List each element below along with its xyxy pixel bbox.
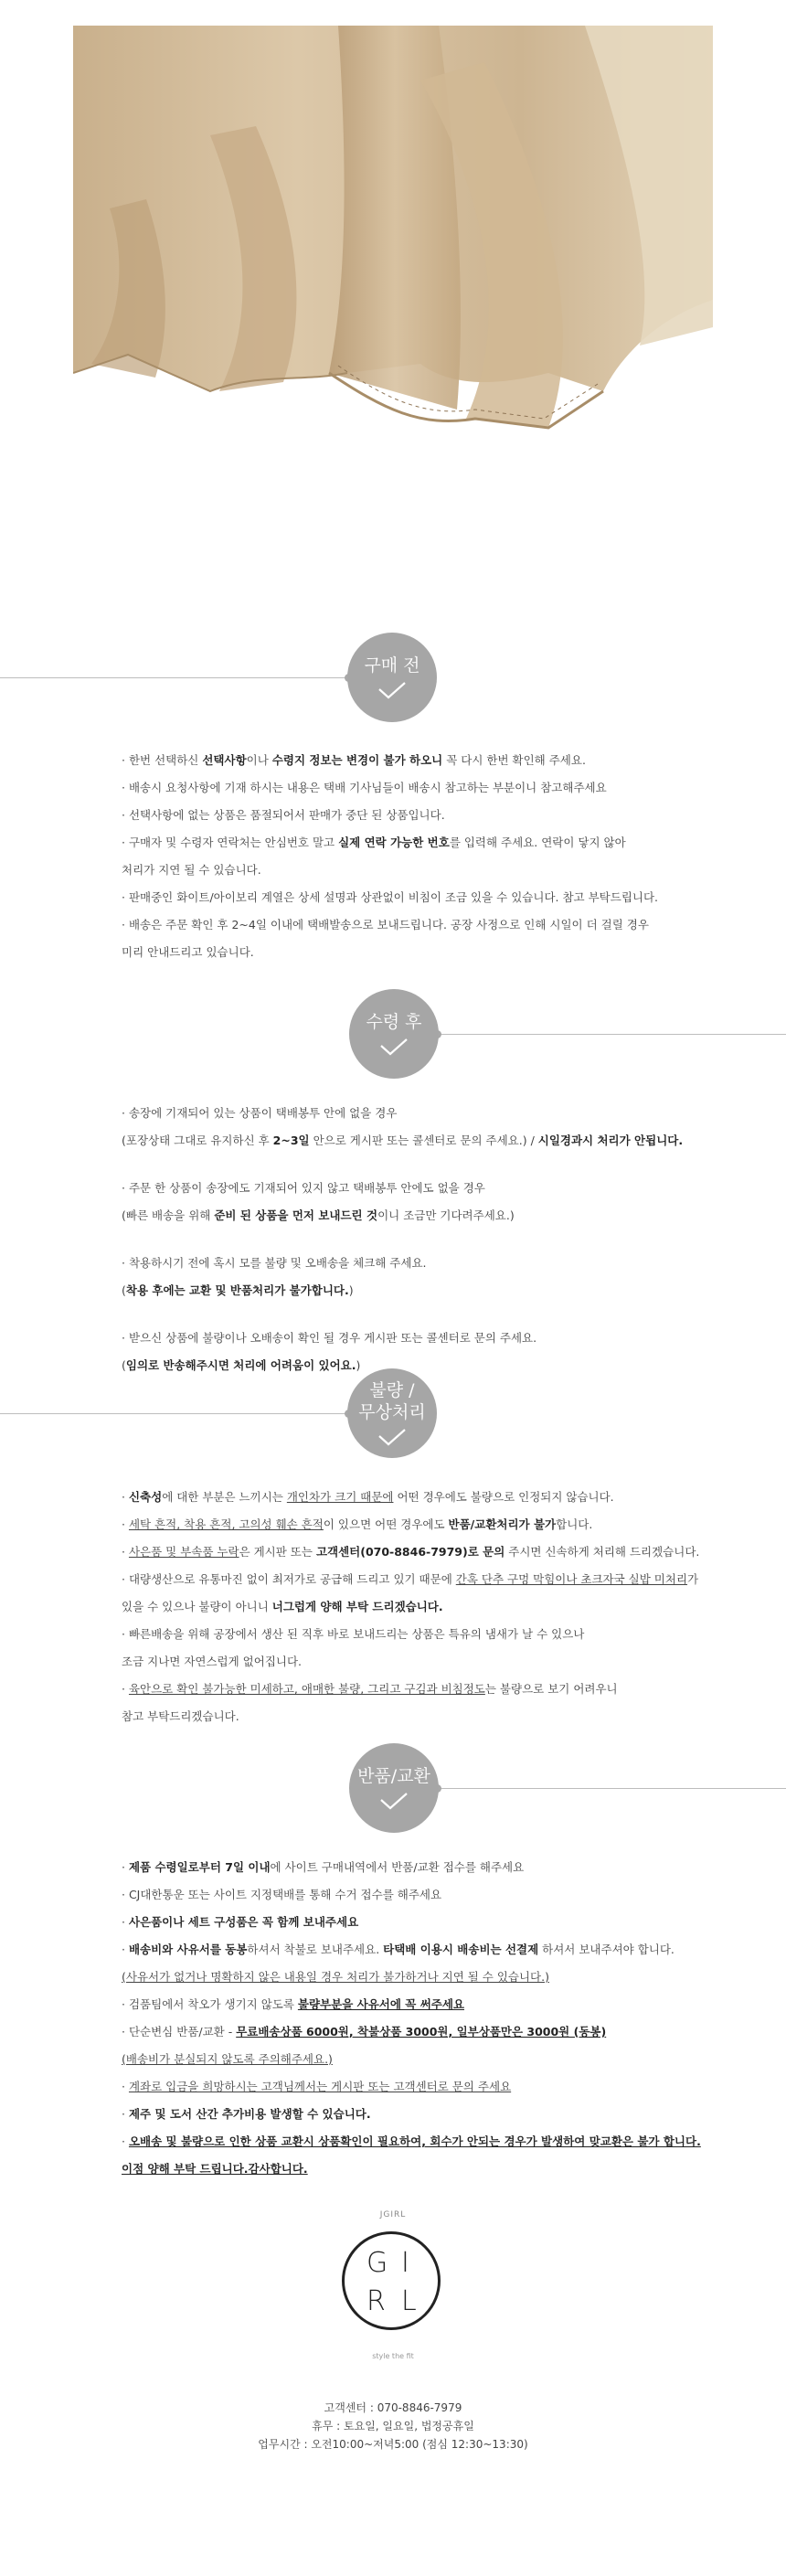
list-item-text: 이니 조금만 기다려주세요.) — [377, 1208, 515, 1222]
list-item-text: 너그럽게 양해 부탁 드리겠습니다. — [271, 1600, 443, 1613]
list-item — [122, 2156, 701, 2183]
check-icon — [378, 1037, 409, 1057]
list-item-text: ) — [356, 1358, 361, 1372]
list-item-text: 개인차가 크기 때문에 — [286, 1490, 394, 1504]
brand-logo — [342, 2231, 441, 2330]
list-item — [122, 1484, 699, 1511]
logo-letter: L — [401, 2285, 417, 2317]
check-icon — [378, 1791, 409, 1811]
section-list — [122, 1854, 701, 2183]
section-badge-return-exchange — [349, 1743, 439, 1833]
list-item-text: 불량부분을 사유서에 꼭 써주세요 — [297, 1997, 465, 2011]
list-item-text: 오배송 및 불량으로 인한 상품 교환시 상품확인이 필요하여, 회수가 안되는 경우가 발생하여 맞교환은 불가 합니다. — [128, 2134, 701, 2148]
list-item-text: 이 있으면 어떤 경우에도 — [323, 1517, 449, 1531]
list-item-text: 시일경과시 처리가 안됩니다. — [537, 1134, 684, 1147]
list-spacer — [122, 1155, 683, 1175]
list-item — [122, 1676, 699, 1703]
list-item-text: · — [122, 1682, 129, 1696]
list-item — [122, 1127, 683, 1155]
cs-hours: 업무시간 : 오전10:00~저녁5:00 (점심 12:30~13:30) — [258, 2438, 528, 2451]
list-item-text: 에 대한 부분은 느끼시는 — [162, 1490, 287, 1504]
section-list — [122, 1484, 699, 1730]
brand-bottom-text: style the fit — [372, 2352, 414, 2360]
section-divider-left — [0, 1413, 347, 1414]
list-item-text: · 송장에 기재되어 있는 상품이 택배봉투 안에 없을 경우 — [122, 1106, 398, 1120]
list-item-text: 배송비와 사유서를 동봉 — [128, 1943, 248, 1956]
list-item-text: · 구매자 및 수령자 연락처는 안심번호 말고 — [122, 836, 339, 849]
list-item — [122, 1648, 699, 1676]
list-item-text: · 배송은 주문 확인 후 2~4일 이내에 택배발송으로 보내드립니다. 공장 사정으로 인해 시일이 더 걸릴 경우 — [122, 918, 649, 931]
cs-holidays: 휴무 : 토요일, 일요일, 법정공휴일 — [312, 2420, 474, 2432]
list-item-text: 합니다. — [556, 1517, 593, 1531]
cs-phone: 고객센터 : 070-8846-7979 — [324, 2401, 462, 2414]
list-item-text: (사유서가 없거나 명확하지 않은 내용일 경우 처리가 불가하거나 지연 될 수 있습니다.) — [122, 1970, 549, 1984]
list-item-text: · 대량생산으로 유통마진 없이 최저가로 공급해 드리고 있기 때문에 — [122, 1572, 456, 1586]
list-item-text: 이나 — [246, 753, 272, 767]
list-item-text: 임의로 반송해주시면 처리에 어려움이 있어요. — [125, 1358, 356, 1372]
list-item-text: 반품/교환처리가 불가 — [448, 1517, 557, 1531]
section-divider-right — [439, 1788, 786, 1789]
section-title: 수령 후 — [366, 1012, 422, 1032]
list-item-text: 사은품 및 부속품 누락 — [128, 1545, 239, 1559]
list-item — [122, 884, 658, 911]
list-item-text: 수령지 정보는 변경이 불가 하오니 — [271, 753, 443, 767]
list-item-text: 준비 된 상품을 먼저 보내드린 것 — [214, 1208, 378, 1222]
list-item-text: · — [122, 2080, 129, 2093]
list-item-text: · 단순변심 반품/교환 - — [122, 2025, 237, 2038]
list-item — [122, 2046, 701, 2073]
list-item-text: ( — [122, 1358, 126, 1372]
list-item-text: 은 게시판 또는 — [239, 1545, 316, 1559]
list-item — [122, 1175, 683, 1202]
list-item — [122, 1854, 701, 1881]
list-item-text: · 빠른배송을 위해 공장에서 생산 된 직후 바로 보내드리는 상품은 특유의 냄새가 날 수 있으나 — [122, 1627, 585, 1641]
list-item-text: · 착용하시기 전에 혹시 모를 불량 및 오배송을 체크해 주세요. — [122, 1256, 427, 1270]
list-item — [122, 774, 658, 802]
list-item-text: 실제 연락 가능한 번호 — [338, 836, 450, 849]
list-item-text: · — [122, 1545, 129, 1559]
list-item-text: 무료배송상품 6000원, 착불상품 3000원, 일부상품만은 3000원 (동봉) — [236, 2025, 607, 2038]
list-item — [122, 1277, 683, 1304]
list-item — [122, 747, 658, 774]
list-item-text: 육안으로 확인 불가능한 미세하고, 애매한 불량, 그리고 구김과 비침정도 — [128, 1682, 485, 1696]
list-item-text: 신축성 — [128, 1490, 163, 1504]
logo-letter: R — [366, 2285, 386, 2317]
list-item-text: 제품 수령일로부터 7일 이내 — [128, 1860, 271, 1874]
list-item-text: · 받으신 상품에 불량이나 오배송이 확인 될 경우 게시판 또는 콜센터로 문의 주세요. — [122, 1331, 537, 1345]
list-item-text: (빠른 배송을 위해 — [122, 1208, 215, 1222]
list-item — [122, 1100, 683, 1127]
list-item-text: 꼭 다시 한번 확인해 주세요. — [442, 753, 586, 767]
list-spacer — [122, 1304, 683, 1325]
list-item-text: (배송비가 분실되지 않도록 주의해주세요.) — [122, 2052, 333, 2066]
list-item — [122, 857, 658, 884]
list-item-text: 하셔서 착불로 보내주세요. — [247, 1943, 384, 1956]
list-item-text: 제주 및 도서 산간 추가비용 발생할 수 있습니다. — [128, 2107, 371, 2121]
list-item — [122, 1566, 699, 1593]
list-item — [122, 1593, 699, 1621]
list-item-text: 이점 양해 부탁 드립니다.감사합니다. — [122, 2162, 308, 2176]
list-item — [122, 1538, 699, 1566]
list-item — [122, 1881, 701, 1909]
list-item-text: · 판매중인 화이트/아이보리 계열은 상세 설명과 상관없이 비침이 조금 있을 수 있습니다. 참고 부탁드립니다. — [122, 890, 659, 904]
list-item — [122, 1202, 683, 1229]
list-item-text: · — [122, 2107, 129, 2121]
section-title: 구매 전 — [364, 655, 420, 676]
list-item-text: 처리가 지연 될 수 있습니다. — [122, 863, 261, 877]
list-item-text: 착용 후에는 교환 및 반품처리가 불가합니다. — [125, 1283, 349, 1297]
list-item-text: 참고 부탁드리겠습니다. — [122, 1709, 239, 1723]
list-item — [122, 1250, 683, 1277]
logo-letter: I — [401, 2247, 409, 2279]
section-title: 반품/교환 — [357, 1766, 430, 1786]
list-item-text: · 선택사항에 없는 상품은 품절되어서 판매가 중단 된 상품입니다. — [122, 808, 445, 822]
list-item — [122, 911, 658, 939]
list-item — [122, 802, 658, 829]
list-item — [122, 2128, 701, 2156]
list-item — [122, 1511, 699, 1538]
list-item-text: (포장상태 그대로 유지하신 후 — [122, 1134, 273, 1147]
list-item-text: 어떤 경우에도 불량으로 인정되지 않습니다. — [393, 1490, 614, 1504]
list-item-text: 세탁 흔적, 착용 흔적, 고의성 훼손 흔적 — [128, 1517, 324, 1531]
list-item-text: 에 사이트 구매내역에서 반품/교환 접수를 해주세요 — [270, 1860, 525, 1874]
list-item-text: 하셔서 보내주셔야 합니다. — [538, 1943, 674, 1956]
list-item-text: 주시면 신속하게 처리해 드리겠습니다. — [505, 1545, 700, 1559]
list-item — [122, 1621, 699, 1648]
list-item — [122, 1936, 701, 1964]
section-divider-right — [439, 1034, 786, 1035]
list-item — [122, 939, 658, 966]
list-item-text: 가 — [687, 1572, 699, 1586]
list-item-text: 를 입력해 주세요. 연락이 닿지 않아 — [449, 836, 626, 849]
list-item-text: · 주문 한 상품이 송장에도 기재되어 있지 않고 택배봉투 안에도 없을 경우 — [122, 1181, 485, 1195]
brand-top-text: JGIRL — [379, 2210, 407, 2219]
section-list — [122, 1100, 683, 1379]
list-item-text: · — [122, 1915, 129, 1929]
list-item — [122, 1991, 701, 2018]
list-item-text: · CJ대한통운 또는 사이트 지정택배를 통해 수거 접수를 해주세요 — [122, 1888, 442, 1901]
list-item-text: 미리 안내드리고 있습니다. — [122, 945, 254, 959]
list-item-text: 타택배 이용시 배송비는 선결제 — [383, 1943, 539, 1956]
list-item — [122, 829, 658, 857]
list-item-text: · 검품팀에서 착오가 생기지 않도록 — [122, 1997, 298, 2011]
section-badge-after-receipt — [349, 989, 439, 1079]
section-title: 불량 / 무상처리 — [358, 1380, 426, 1422]
list-item-text: 있을 수 있으나 불량이 아니니 — [122, 1600, 272, 1613]
list-item-text: 조금 지나면 자연스럽게 없어집니다. — [122, 1655, 303, 1668]
list-item — [122, 2101, 701, 2128]
logo-letter: G — [366, 2247, 388, 2279]
list-item-text: · — [122, 1490, 129, 1504]
list-item — [122, 2073, 701, 2101]
list-item-text: · — [122, 1517, 129, 1531]
list-item — [122, 2018, 701, 2046]
section-divider-left — [0, 677, 347, 678]
list-item-text: 선택사항 — [202, 753, 247, 767]
list-item-text: · — [122, 1943, 129, 1956]
section-list — [122, 747, 658, 966]
list-item — [122, 1325, 683, 1352]
list-item-text: · — [122, 1860, 129, 1874]
section-badge-before-purchase — [347, 633, 437, 722]
list-item-text: 고객센터(070-8846-7979)로 문의 — [315, 1545, 505, 1559]
list-item-text: 는 불량으로 보기 어려우니 — [484, 1682, 618, 1696]
list-item-text: 간혹 단추 구멍 막힘이나 초크자국 실밥 미처리 — [455, 1572, 688, 1586]
list-item-text: ) — [348, 1283, 354, 1297]
list-item-text: · 배송시 요청사항에 기재 하시는 내용은 택배 기사님들이 배송시 참고하는 부분이니 참고해주세요 — [122, 781, 607, 794]
list-item-text: ( — [122, 1283, 126, 1297]
check-icon — [377, 680, 408, 700]
list-item — [122, 1909, 701, 1936]
list-item — [122, 1964, 701, 1991]
section-badge-defect — [347, 1368, 437, 1458]
list-item-text: · — [122, 2134, 129, 2148]
customer-service-info — [0, 2399, 786, 2454]
product-photo — [73, 26, 713, 506]
check-icon — [377, 1427, 408, 1447]
list-item-text: 안으로 게시판 또는 콜센터로 문의 주세요.) / — [309, 1134, 538, 1147]
list-item-text: 사은품이나 세트 구성품은 꼭 함께 보내주세요 — [128, 1915, 359, 1929]
list-item-text: 2~3일 — [272, 1134, 310, 1147]
list-item-text: 계좌로 입금을 희망하시는 고객님께서는 게시판 또는 고객센터로 문의 주세요 — [128, 2080, 512, 2093]
list-spacer — [122, 1229, 683, 1250]
list-item — [122, 1703, 699, 1730]
list-item-text: · 한번 선택하신 — [122, 753, 203, 767]
